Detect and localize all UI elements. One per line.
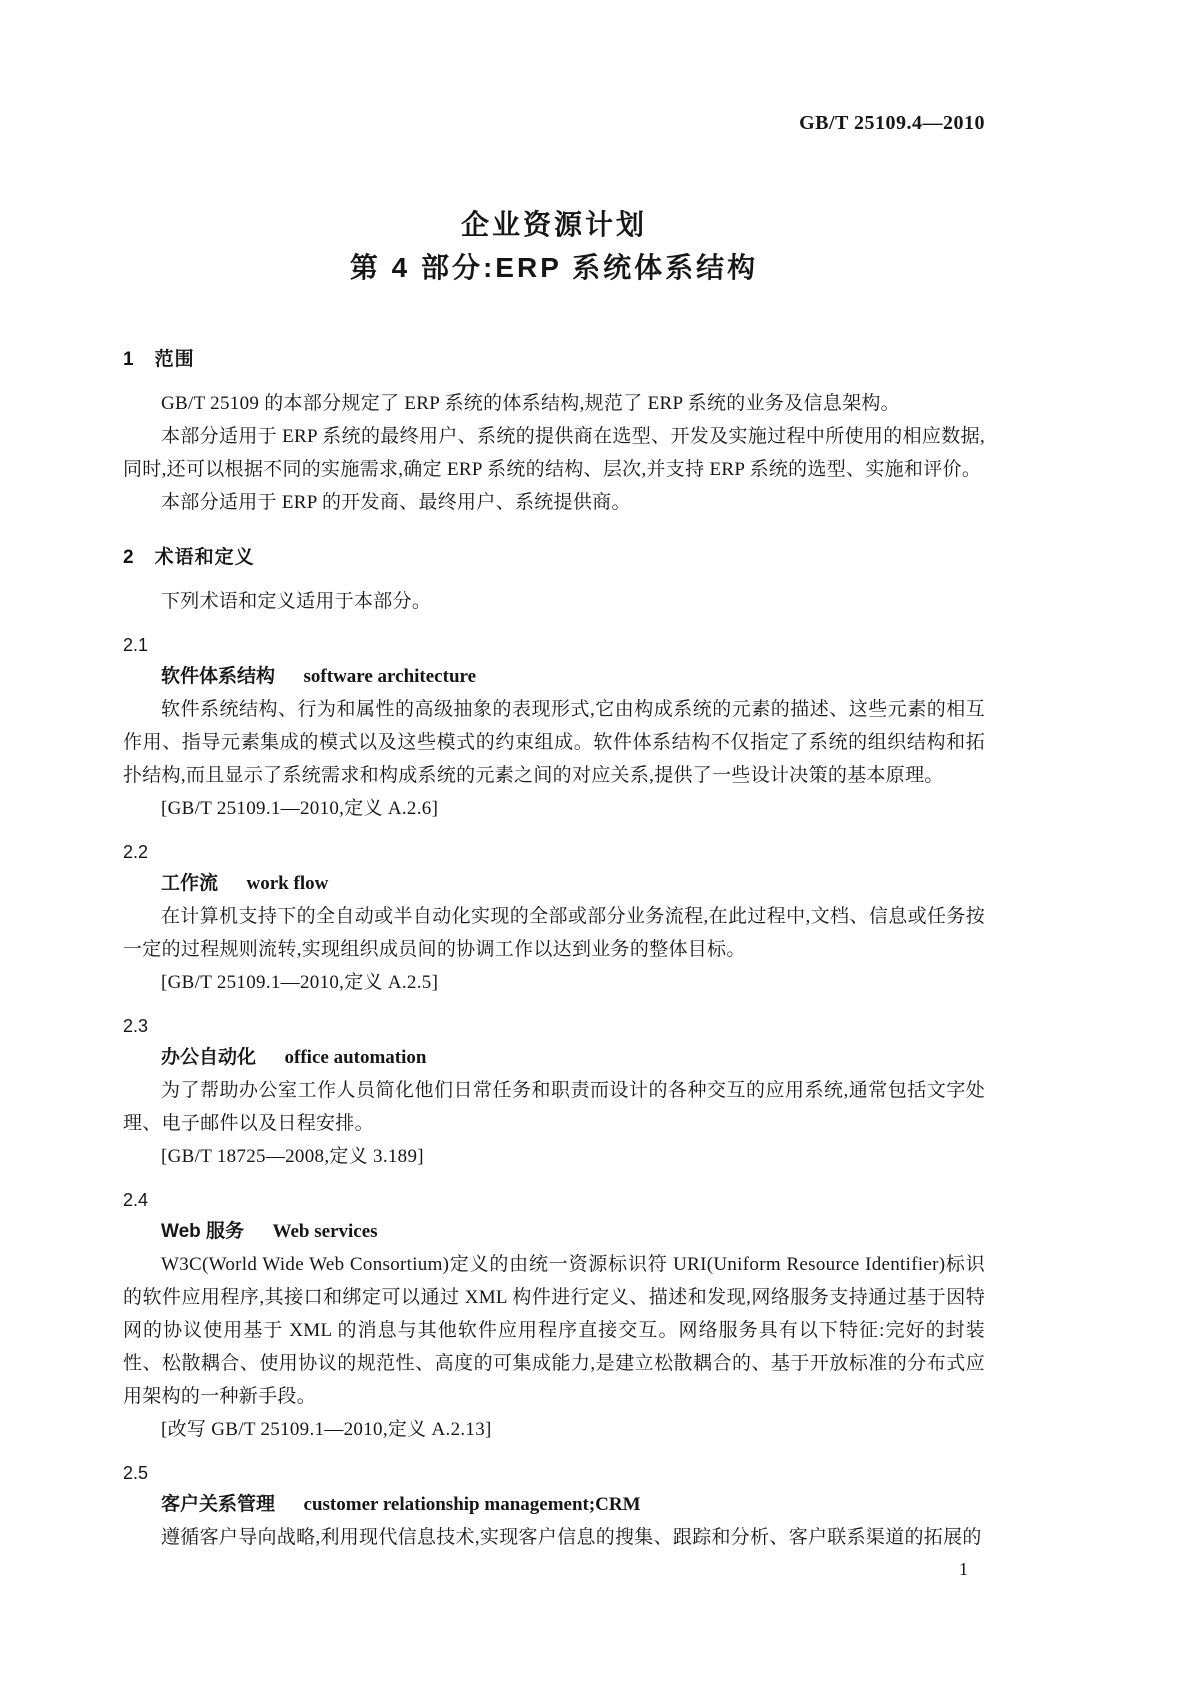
term-source: [改写 GB/T 25109.1—2010,定义 A.2.13]	[161, 1419, 492, 1440]
term-block-2-5	[123, 1458, 985, 1554]
term-block-2-4	[123, 1185, 985, 1446]
term-definition: 在计算机支持下的全自动或半自动化实现的全部或部分业务流程,在此过程中,文档、信息或任务按一定的过程规则流转,实现组织成员间的协调工作以达到业务的整体目标。	[123, 906, 985, 960]
section-1-paragraph: 本部分适用于 ERP 的开发商、最终用户、系统提供商。	[161, 492, 631, 513]
term-name-en: Web services	[272, 1221, 378, 1242]
term-block-2-3	[123, 1011, 985, 1173]
term-name-zh: Web 服务	[161, 1221, 245, 1242]
term-number: 2.1	[123, 635, 149, 655]
term-heading	[123, 660, 985, 693]
term-definition: 软件系统结构、行为和属性的高级抽象的表现形式,它由构成系统的元素的描述、这些元素的相互作用、指导元素集成的模式以及这些模式的约束组成。软件体系结构不仅指定了系统的组织结构和拓扑结构,而且显示了系统需求和构成系统的元素之间的对应关系,提供了一些设计决策的基本原理。	[123, 699, 985, 786]
term-heading	[123, 1215, 985, 1248]
term-definition: 遵循客户导向战略,利用现代信息技术,实现客户信息的搜集、跟踪和分析、客户联系渠道的拓展的	[161, 1527, 982, 1548]
term-number: 2.4	[123, 1190, 149, 1210]
term-name-en: customer relationship management;CRM	[303, 1494, 641, 1515]
section-2-intro: 下列术语和定义适用于本部分。	[161, 591, 432, 612]
doc-title-line1: 企业资源计划	[460, 209, 647, 240]
section-1-heading: 1 范围	[123, 349, 195, 370]
term-number: 2.5	[123, 1463, 149, 1483]
term-block-2-1	[123, 630, 985, 825]
term-heading	[123, 867, 985, 900]
term-name-en: work flow	[246, 873, 329, 894]
doc-title-line2: 第 4 部分:ERP 系统体系结构	[349, 252, 759, 283]
section-1-paragraph: GB/T 25109 的本部分规定了 ERP 系统的体系结构,规范了 ERP 系统的业务及信息架构。	[161, 393, 900, 414]
term-heading	[123, 1488, 985, 1521]
term-source: [GB/T 25109.1—2010,定义 A.2.6]	[161, 798, 439, 819]
term-name-zh: 办公自动化	[161, 1047, 257, 1068]
term-definition: W3C(World Wide Web Consortium)定义的由统一资源标识符 URI(Uniform Resource Identifier)标识的软件应用程序,其接口和绑定可以通过 XML 构件进行定义、描述和发现,网络服务支持通过基于因特网的协议使用基于 XML 的消息与其他软件应用程序直接交互。网络服务具有以下特征:完好的封装性、松散耦合、使用协议的规范性、高度的可集成能力,是建立松散耦合的、基于开放标准的分布式应用架构的一种新手段。	[123, 1254, 985, 1407]
term-heading	[123, 1041, 985, 1074]
term-name-en: office automation	[284, 1047, 427, 1068]
section-2-heading: 2 术语和定义	[123, 547, 255, 568]
term-source: [GB/T 25109.1—2010,定义 A.2.5]	[161, 972, 439, 993]
term-number: 2.3	[123, 1016, 149, 1036]
term-name-zh: 客户关系管理	[161, 1494, 276, 1515]
page-number: 1	[959, 1559, 968, 1579]
term-name-en: software architecture	[303, 666, 477, 687]
term-name-zh: 软件体系结构	[161, 666, 276, 687]
term-source: [GB/T 18725—2008,定义 3.189]	[161, 1146, 424, 1167]
term-block-2-2	[123, 837, 985, 999]
term-name-zh: 工作流	[161, 873, 219, 894]
term-number: 2.2	[123, 842, 149, 862]
doc-number: GB/T 25109.4—2010	[799, 112, 985, 134]
document-title	[123, 203, 985, 289]
section-1-paragraph: 本部分适用于 ERP 系统的最终用户、系统的提供商在选型、开发及实施过程中所使用的相应数据,同时,还可以根据不同的实施需求,确定 ERP 系统的结构、层次,并支持 ERP 系统的选型、实施和评价。	[123, 426, 985, 480]
term-definition: 为了帮助办公室工作人员简化他们日常任务和职责而设计的各种交互的应用系统,通常包括文字处理、电子邮件以及日程安排。	[123, 1080, 985, 1134]
